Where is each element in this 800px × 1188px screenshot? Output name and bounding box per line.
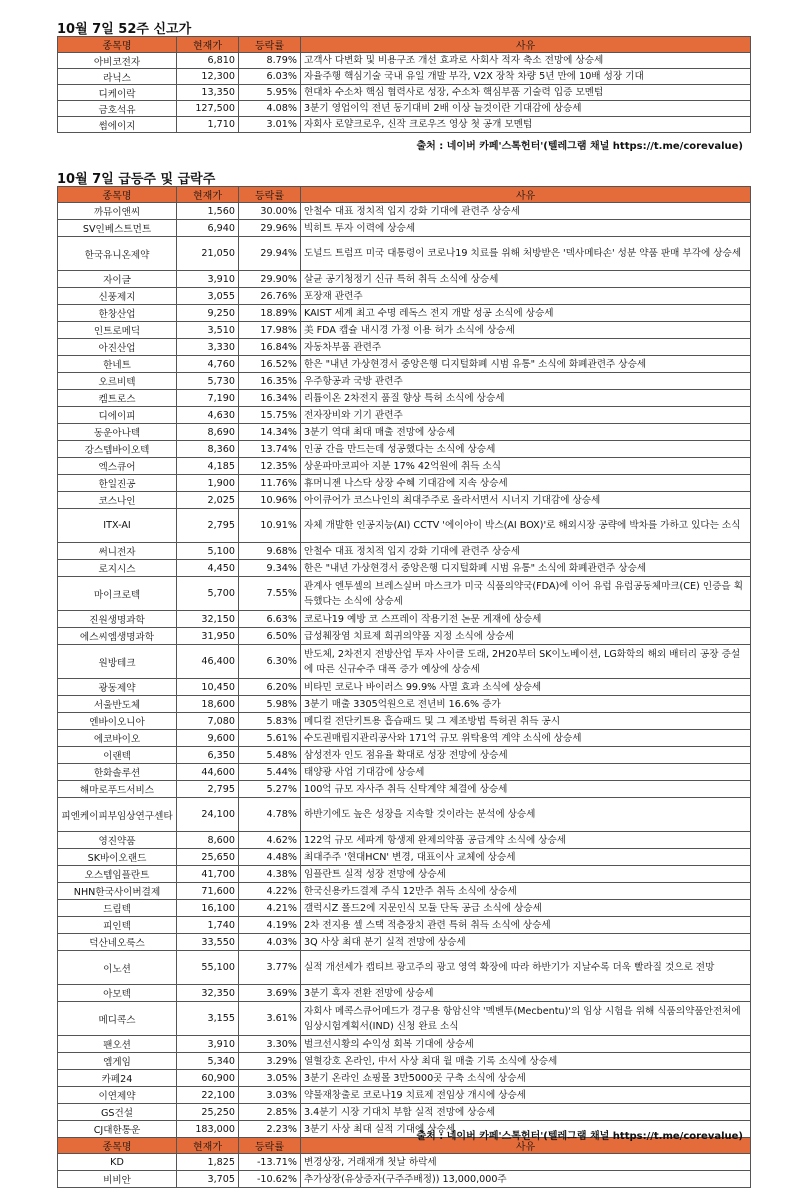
table-row: [58, 1171, 751, 1188]
table-row: [58, 424, 751, 441]
stock-name: 진원생명과학: [58, 611, 177, 628]
stock-name: 금호석유: [58, 101, 177, 117]
table-row: [58, 271, 751, 288]
table-row: [58, 679, 751, 696]
table-row: [58, 509, 751, 543]
stock-name: 써니전자: [58, 543, 177, 560]
stock-name: 신풍제지: [58, 288, 177, 305]
current-price: 1,740: [177, 917, 239, 934]
reason-text: 3분기 영업이익 전년 동기대비 2배 이상 늘것이란 기대감에 상승세: [301, 101, 751, 117]
reason-text: 하반기에도 높은 성장을 지속할 것이라는 분석에 상승세: [301, 798, 751, 832]
stock-name: 아비코전자: [58, 53, 177, 69]
table-row: [58, 356, 751, 373]
change-rate: 4.38%: [239, 866, 301, 883]
table-row: [58, 203, 751, 220]
current-price: 8,360: [177, 441, 239, 458]
stock-name: 오스템임플란트: [58, 866, 177, 883]
stock-name: 강스템바이오텍: [58, 441, 177, 458]
current-price: 3,510: [177, 322, 239, 339]
table-row: [58, 866, 751, 883]
change-rate: 12.35%: [239, 458, 301, 475]
table-row: [58, 560, 751, 577]
table-row: [58, 475, 751, 492]
reason-text: 약물재창출로 코로나19 치료제 전임상 개시에 상승세: [301, 1087, 751, 1104]
current-price: 8,600: [177, 832, 239, 849]
change-rate: 4.62%: [239, 832, 301, 849]
stock-name: 엠게임: [58, 1053, 177, 1070]
stock-name: 피엔케이피부임상연구센타: [58, 798, 177, 832]
reason-text: 3분기 매출 3305억원으로 전년비 16.6% 증가: [301, 696, 751, 713]
reason-text: 한국신용카드결제 주식 12만주 취득 소식에 상승세: [301, 883, 751, 900]
table-row: [58, 237, 751, 271]
stock-name: 메디콕스: [58, 1002, 177, 1036]
current-price: 3,155: [177, 1002, 239, 1036]
change-rate: 3.69%: [239, 985, 301, 1002]
change-rate: 4.03%: [239, 934, 301, 951]
table-row: [58, 985, 751, 1002]
reason-text: 반도체, 2차전지 전방산업 투자 사이클 도래, 2H20부터 SK이노베이션, LG화학의 해외 배터리 공장 증설에 따른 신규수주 대폭 증가 예상에 상승세: [301, 645, 751, 679]
current-price: 33,550: [177, 934, 239, 951]
change-rate: 16.84%: [239, 339, 301, 356]
reason-text: 안철수 대표 정치적 입지 강화 기대에 관련주 상승세: [301, 543, 751, 560]
change-rate: 5.98%: [239, 696, 301, 713]
stock-name: 비비안: [58, 1171, 177, 1188]
current-price: 41,700: [177, 866, 239, 883]
current-price: 9,600: [177, 730, 239, 747]
stock-name: 이노션: [58, 951, 177, 985]
change-rate: 29.90%: [239, 271, 301, 288]
reason-text: 현대차 수소차 핵심 협력사로 성장, 수소차 핵심부품 기술력 입증 모멘텀: [301, 85, 751, 101]
header-name: 종목명: [58, 1138, 177, 1154]
change-rate: 13.74%: [239, 441, 301, 458]
current-price: 71,600: [177, 883, 239, 900]
section1-title: 10월 7일 52주 신고가: [57, 22, 192, 37]
stock-name: CJ대한통운: [58, 1121, 177, 1138]
reason-text: 자체 개발한 인공지능(AI) CCTV '에이아이 박스(AI BOX)'로 해외시장 공략에 박차를 가하고 있다는 소식: [301, 509, 751, 543]
current-price: 7,080: [177, 713, 239, 730]
table-row: [58, 1002, 751, 1036]
current-price: 3,910: [177, 271, 239, 288]
table-row: [58, 85, 751, 101]
reason-text: 관계사 엔투셀의 브레스실버 마스크가 미국 식품의약국(FDA)에 이어 유럽 유럽공동체마크(CE) 인증을 획득했다는 소식에 상승세: [301, 577, 751, 611]
stock-name: 아모텍: [58, 985, 177, 1002]
table-row: [58, 781, 751, 798]
table-row: [58, 390, 751, 407]
change-rate: 5.48%: [239, 747, 301, 764]
reason-text: 추가상장(유상증자(구주주배정)) 13,000,000주: [301, 1171, 751, 1188]
stock-name: 엑스큐어: [58, 458, 177, 475]
table-row: [58, 730, 751, 747]
table-row: [58, 339, 751, 356]
reason-text: 자회사 로얄크로우, 신작 크로우즈 영상 첫 공개 모멘텀: [301, 117, 751, 133]
stock-name: 광동제약: [58, 679, 177, 696]
change-rate: 18.89%: [239, 305, 301, 322]
change-rate: 6.30%: [239, 645, 301, 679]
table-row: [58, 492, 751, 509]
current-price: 60,900: [177, 1070, 239, 1087]
reason-text: 열혈강호 온라인, 中서 사상 최대 월 매출 기록 소식에 상승세: [301, 1053, 751, 1070]
stock-name: 에스씨엠생명과학: [58, 628, 177, 645]
change-rate: 17.98%: [239, 322, 301, 339]
header-reason: 사유: [301, 37, 751, 53]
change-rate: 5.95%: [239, 85, 301, 101]
change-rate: 3.29%: [239, 1053, 301, 1070]
table-row: [58, 611, 751, 628]
table-row: [58, 577, 751, 611]
reason-text: 변경상장, 거래재개 첫날 하락세: [301, 1154, 751, 1171]
header-price: 현재가: [177, 37, 239, 53]
table-row: [58, 1070, 751, 1087]
current-price: 31,950: [177, 628, 239, 645]
reason-text: 3Q 사상 최대 분기 실적 전망에 상승세: [301, 934, 751, 951]
reason-text: 美 FDA 캡슐 내시경 가정 이용 허가 소식에 상승세: [301, 322, 751, 339]
reason-text: 휴머니젠 나스닥 상장 수혜 기대감에 지속 상승세: [301, 475, 751, 492]
change-rate: 4.08%: [239, 101, 301, 117]
reason-text: 임플란트 실적 성장 전망에 상승세: [301, 866, 751, 883]
reason-text: 3.4분기 시장 기대치 부합 실적 전망에 상승세: [301, 1104, 751, 1121]
reason-text: 수도권매립지관리공사와 171억 규모 위탁용역 계약 소식에 상승세: [301, 730, 751, 747]
reason-text: 최대주주 '현대HCN' 변경, 대표이사 교체에 상승세: [301, 849, 751, 866]
current-price: 1,710: [177, 117, 239, 133]
current-price: 2,025: [177, 492, 239, 509]
reason-text: 3분기 흑자 전환 전망에 상승세: [301, 985, 751, 1002]
current-price: 25,650: [177, 849, 239, 866]
stock-name: 인트로메딕: [58, 322, 177, 339]
stock-name: 디에이피: [58, 407, 177, 424]
reason-text: 고객사 다변화 및 비용구조 개선 효과로 사회사 적자 축소 전망에 상승세: [301, 53, 751, 69]
stock-name: 해마로푸드서비스: [58, 781, 177, 798]
change-rate: 30.00%: [239, 203, 301, 220]
stock-name: 아진산업: [58, 339, 177, 356]
table-row: [58, 69, 751, 85]
stock-name: 한화솔루션: [58, 764, 177, 781]
current-price: 21,050: [177, 237, 239, 271]
table-row: [58, 1087, 751, 1104]
change-rate: 4.78%: [239, 798, 301, 832]
new-high-table: [57, 36, 751, 133]
table-row: [58, 1104, 751, 1121]
table-row: [58, 747, 751, 764]
change-rate: 16.52%: [239, 356, 301, 373]
current-price: 16,100: [177, 900, 239, 917]
reason-text: 3분기 사상 최대 실적 기대에 상승세: [301, 1121, 751, 1138]
reason-text: 비타민 코로나 바이러스 99.9% 사멸 효과 소식에 상승세: [301, 679, 751, 696]
stock-name: ITX-AI: [58, 509, 177, 543]
table-row: [58, 628, 751, 645]
change-rate: 16.34%: [239, 390, 301, 407]
stock-name: GS건설: [58, 1104, 177, 1121]
reason-text: 도널드 트럼프 미국 대통령이 코로나19 치료를 위해 처방받은 '덱사메타손' 성분 약품 판매 부각에 상승세: [301, 237, 751, 271]
stock-name: 이연제약: [58, 1087, 177, 1104]
reason-text: 벌크선시황의 수익성 회복 기대에 상승세: [301, 1036, 751, 1053]
change-rate: -10.62%: [239, 1171, 301, 1188]
table-row: [58, 951, 751, 985]
header-price: 현재가: [177, 1138, 239, 1154]
change-rate: 5.44%: [239, 764, 301, 781]
change-rate: 4.19%: [239, 917, 301, 934]
header-change: 등락률: [239, 1138, 301, 1154]
table-row: [58, 407, 751, 424]
reason-text: 아이큐어가 코스나인의 최대주주로 올라서면서 시너지 기대감에 상승세: [301, 492, 751, 509]
current-price: 8,690: [177, 424, 239, 441]
current-price: 4,630: [177, 407, 239, 424]
reason-text: 한은 "내년 가상현경서 중앙은행 디지털화폐 시범 유통" 소식에 화폐관련주 상승세: [301, 560, 751, 577]
change-rate: 5.83%: [239, 713, 301, 730]
reason-text: 포장재 관련주: [301, 288, 751, 305]
table-row: [58, 288, 751, 305]
change-rate: 4.48%: [239, 849, 301, 866]
current-price: 6,350: [177, 747, 239, 764]
table-row: [58, 900, 751, 917]
current-price: 32,150: [177, 611, 239, 628]
stock-name: 서울반도체: [58, 696, 177, 713]
table-row: [58, 764, 751, 781]
table-row: [58, 713, 751, 730]
table-row: [58, 441, 751, 458]
table-row: [58, 1053, 751, 1070]
table-row: [58, 934, 751, 951]
reason-text: 우주항공과 국방 관련주: [301, 373, 751, 390]
table-row: [58, 543, 751, 560]
current-price: 2,795: [177, 781, 239, 798]
reason-text: 태양광 사업 기대감에 상승세: [301, 764, 751, 781]
current-price: 5,730: [177, 373, 239, 390]
change-rate: 8.79%: [239, 53, 301, 69]
current-price: 1,900: [177, 475, 239, 492]
change-rate: 2.85%: [239, 1104, 301, 1121]
reason-text: 안철수 대표 정치적 입지 강화 기대에 관련주 상승세: [301, 203, 751, 220]
stock-name: 코스나인: [58, 492, 177, 509]
current-price: 12,300: [177, 69, 239, 85]
stock-name: 에코바이오: [58, 730, 177, 747]
table-header-row: [58, 37, 751, 53]
current-price: 5,700: [177, 577, 239, 611]
reason-text: 인공 간을 만드는데 성공했다는 소식에 상승세: [301, 441, 751, 458]
current-price: 7,190: [177, 390, 239, 407]
current-price: 6,810: [177, 53, 239, 69]
stock-name: 로지시스: [58, 560, 177, 577]
reason-text: 실적 개선세가 캡티브 광고주의 광고 영역 확장에 따라 하반기가 지날수록 더욱 빨라질 것으로 전망: [301, 951, 751, 985]
reason-text: KAIST 세계 최고 수명 레독스 전지 개발 성공 소식에 상승세: [301, 305, 751, 322]
change-rate: 9.68%: [239, 543, 301, 560]
stock-name: 엔바이오니아: [58, 713, 177, 730]
header-reason: 사유: [301, 187, 751, 203]
change-rate: 3.05%: [239, 1070, 301, 1087]
change-rate: 3.77%: [239, 951, 301, 985]
table-row: [58, 322, 751, 339]
stock-name: NHN한국사이버결제: [58, 883, 177, 900]
source-note: 출처 : 네이버 카페'스톡헌터'(텔레그램 채널 https://t.me/corevalue): [416, 141, 743, 152]
change-rate: 15.75%: [239, 407, 301, 424]
change-rate: 10.96%: [239, 492, 301, 509]
reason-text: 코로나19 예방 코 스프레이 작용기전 논문 게재에 상승세: [301, 611, 751, 628]
change-rate: 7.55%: [239, 577, 301, 611]
current-price: 4,185: [177, 458, 239, 475]
change-rate: 5.61%: [239, 730, 301, 747]
stock-name: 썸에이지: [58, 117, 177, 133]
current-price: 3,055: [177, 288, 239, 305]
reason-text: 자율주행 핵심기술 국내 유일 개발 부각, V2X 장착 차량 5년 만에 10배 성장 기대: [301, 69, 751, 85]
table-row: [58, 883, 751, 900]
change-rate: 3.30%: [239, 1036, 301, 1053]
table-row: [58, 849, 751, 866]
table-row: [58, 53, 751, 69]
current-price: 3,910: [177, 1036, 239, 1053]
table-row: [58, 917, 751, 934]
change-rate: 9.34%: [239, 560, 301, 577]
stock-name: 한국유니온제약: [58, 237, 177, 271]
stock-name: 피인텍: [58, 917, 177, 934]
current-price: 44,600: [177, 764, 239, 781]
reason-text: 급성췌장염 치료제 희귀의약품 지정 소식에 상승세: [301, 628, 751, 645]
header-price: 현재가: [177, 187, 239, 203]
reason-text: 3분기 온라인 쇼핑몰 3만5000곳 구축 소식에 상승세: [301, 1070, 751, 1087]
current-price: 10,450: [177, 679, 239, 696]
change-rate: 26.76%: [239, 288, 301, 305]
stock-name: 마이크로텍: [58, 577, 177, 611]
change-rate: 5.27%: [239, 781, 301, 798]
table-row: [58, 1154, 751, 1171]
change-rate: 10.91%: [239, 509, 301, 543]
stock-name: 한네트: [58, 356, 177, 373]
change-rate: 16.35%: [239, 373, 301, 390]
reason-text: 자회사 메콕스큐어메드가 경구용 항암신약 '멕벤투(Mecbentu)'의 임상 시험을 위해 식품의약품안전처에 임상시험계획서(IND) 신청 완료 소식: [301, 1002, 751, 1036]
change-rate: 2.23%: [239, 1121, 301, 1138]
table-row: [58, 696, 751, 713]
reason-text: 3분기 역대 최대 매출 전망에 상승세: [301, 424, 751, 441]
stock-name: 한일진공: [58, 475, 177, 492]
reason-text: 리튬이온 2차전지 품질 향상 특허 소식에 상승세: [301, 390, 751, 407]
current-price: 6,940: [177, 220, 239, 237]
stock-name: 이랜텍: [58, 747, 177, 764]
change-rate: 11.76%: [239, 475, 301, 492]
current-price: 18,600: [177, 696, 239, 713]
stock-name: 라닉스: [58, 69, 177, 85]
table-row: [58, 373, 751, 390]
reason-text: 살균 공기청정기 신규 특허 취득 소식에 상승세: [301, 271, 751, 288]
table-row: [58, 832, 751, 849]
current-price: 9,250: [177, 305, 239, 322]
reason-text: 갤럭시Z 폴드2에 지문인식 모듈 단독 공급 소식에 상승세: [301, 900, 751, 917]
change-rate: 3.61%: [239, 1002, 301, 1036]
current-price: 127,500: [177, 101, 239, 117]
stock-name: 까뮤이앤씨: [58, 203, 177, 220]
current-price: 1,560: [177, 203, 239, 220]
table-row: [58, 220, 751, 237]
reason-text: 전자장비와 기기 관련주: [301, 407, 751, 424]
reason-text: 삼성전자 인도 점유율 확대로 성장 전망에 상승세: [301, 747, 751, 764]
change-rate: 4.22%: [239, 883, 301, 900]
current-price: 5,100: [177, 543, 239, 560]
change-rate: 29.96%: [239, 220, 301, 237]
current-price: 183,000: [177, 1121, 239, 1138]
stock-name: 한창산업: [58, 305, 177, 322]
current-price: 3,330: [177, 339, 239, 356]
stock-name: 드림텍: [58, 900, 177, 917]
table-row: [58, 645, 751, 679]
header-reason: 사유: [301, 1138, 751, 1154]
current-price: 1,825: [177, 1154, 239, 1171]
current-price: 3,705: [177, 1171, 239, 1188]
stock-name: KD: [58, 1154, 177, 1171]
change-rate: 6.20%: [239, 679, 301, 696]
stock-name: SK바이오랜드: [58, 849, 177, 866]
stock-name: 영진약품: [58, 832, 177, 849]
movers-table: [57, 186, 751, 1188]
reason-text: 122억 규모 세파계 항생제 완제의약품 공급계약 소식에 상승세: [301, 832, 751, 849]
section2-title: 10월 7일 급등주 및 급락주: [57, 172, 216, 187]
table-header-row: [58, 187, 751, 203]
change-rate: 3.03%: [239, 1087, 301, 1104]
table-row: [58, 305, 751, 322]
table-row: [58, 458, 751, 475]
table-row: [58, 117, 751, 133]
table-row: [58, 798, 751, 832]
stock-name: 원방테크: [58, 645, 177, 679]
header-change: 등락률: [239, 37, 301, 53]
stock-name: SV인베스트먼트: [58, 220, 177, 237]
current-price: 22,100: [177, 1087, 239, 1104]
current-price: 2,795: [177, 509, 239, 543]
reason-text: 한은 "내년 가상현경서 중앙은행 디지털화폐 시범 유통" 소식에 화폐관련주 상승세: [301, 356, 751, 373]
current-price: 5,340: [177, 1053, 239, 1070]
current-price: 46,400: [177, 645, 239, 679]
table-row: [58, 1036, 751, 1053]
current-price: 4,760: [177, 356, 239, 373]
stock-name: 오르비텍: [58, 373, 177, 390]
reason-text: 빅히트 투자 이력에 상승세: [301, 220, 751, 237]
stock-name: 덕산네오룩스: [58, 934, 177, 951]
stock-name: 디케이락: [58, 85, 177, 101]
change-rate: -13.71%: [239, 1154, 301, 1171]
reason-text: 100억 규모 자사주 취득 신탁계약 체결에 상승세: [301, 781, 751, 798]
current-price: 32,350: [177, 985, 239, 1002]
current-price: 25,250: [177, 1104, 239, 1121]
change-rate: 6.03%: [239, 69, 301, 85]
current-price: 24,100: [177, 798, 239, 832]
stock-name: 켐트로스: [58, 390, 177, 407]
reason-text: 자동차부품 관련주: [301, 339, 751, 356]
change-rate: 6.50%: [239, 628, 301, 645]
stock-name: 자이글: [58, 271, 177, 288]
header-name: 종목명: [58, 187, 177, 203]
stock-name: 동운아나텍: [58, 424, 177, 441]
current-price: 13,350: [177, 85, 239, 101]
reason-text: 메디컬 전단키트용 흡습패드 및 그 제조방법 특허권 취득 공시: [301, 713, 751, 730]
change-rate: 29.94%: [239, 237, 301, 271]
header-name: 종목명: [58, 37, 177, 53]
current-price: 4,450: [177, 560, 239, 577]
change-rate: 14.34%: [239, 424, 301, 441]
reason-text: 상운파마코피아 지분 17% 42억원에 취득 소식: [301, 458, 751, 475]
current-price: 55,100: [177, 951, 239, 985]
change-rate: 3.01%: [239, 117, 301, 133]
change-rate: 6.63%: [239, 611, 301, 628]
header-change: 등락률: [239, 187, 301, 203]
stock-name: 팬오션: [58, 1036, 177, 1053]
stock-name: 카페24: [58, 1070, 177, 1087]
source-note: 출처 : 네이버 카페'스톡헌터'(텔레그램 채널 https://t.me/corevalue): [416, 1131, 743, 1142]
change-rate: 4.21%: [239, 900, 301, 917]
reason-text: 2차 전지용 셀 스택 적층장치 관련 특허 취득 소식에 상승세: [301, 917, 751, 934]
table-row: [58, 101, 751, 117]
